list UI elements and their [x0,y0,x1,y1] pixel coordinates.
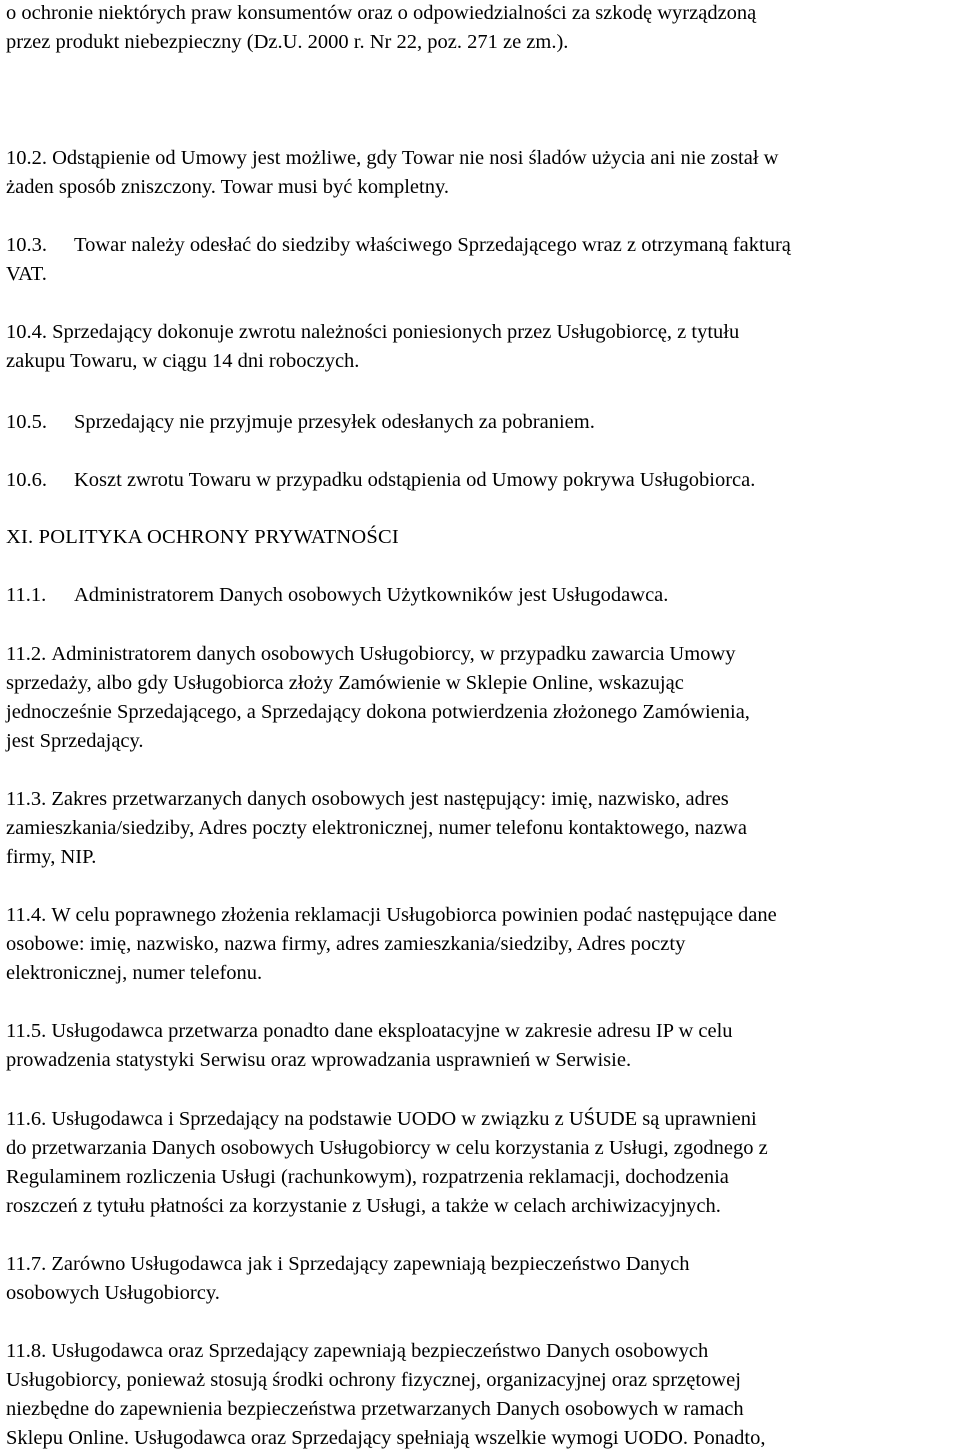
clause-11-4 [6,902,777,928]
clause-number: 11.2. [6,643,47,665]
clause-number: 11.8. [6,1340,47,1362]
clause-text: Sprzedający nie przyjmuje przesyłek odesłanych za pobraniem. [74,411,595,433]
clause-text: Koszt zwrotu Towaru w przypadku odstąpienia od Umowy pokrywa Usługobiorca. [74,469,756,491]
clause-11-3 [6,786,729,812]
clause-11-2 [6,641,735,667]
clause-text: firmy, NIP. [6,846,97,868]
clause-number: 10.2. [6,147,47,169]
clause-number: 10.3. [6,234,47,256]
clause-text: Usługobiorcy, ponieważ stosują środki ochrony fizycznej, organizacyjnej oraz sprzętowej [6,1369,741,1391]
clause-11-1 [6,582,668,608]
clause-text: do przetwarzania Danych osobowych Usługobiorcy w celu korzystania z Usługi, zgodnego z [6,1137,768,1159]
clause-number: 10.4. [6,321,47,343]
clause-text: Administratorem danych osobowych Usługobiorcy, w przypadku zawarcia Umowy [51,643,736,665]
clause-10-4 [6,319,739,345]
clause-text: Sklepu Online. Usługodawca oraz Sprzedający spełniają wszelkie wymogi UODO. Ponadto, [6,1427,766,1449]
clause-text: sprzedaży, albo gdy Usługobiorca złoży Zamówienie w Sklepie Online, wskazując [6,672,684,694]
clause-text: zakupu Towaru, w ciągu 14 dni roboczych. [6,350,360,372]
clause-text: jednocześnie Sprzedającego, a Sprzedający dokona potwierdzenia złożonego Zamówienia, [6,701,750,723]
clause-number: 11.1. [6,584,47,606]
clause-10-3 [6,232,791,258]
clause-10-5 [6,409,595,435]
clause-number: 11.5. [6,1020,47,1042]
clause-text: Zakres przetwarzanych danych osobowych jest następujący: imię, nazwisko, adres [51,788,729,810]
clause-number: 11.7. [6,1253,47,1275]
clause-text: Towar należy odesłać do siedziby właściwego Sprzedającego wraz z otrzymaną fakturą [74,234,791,256]
clause-text: jest Sprzedający. [6,730,144,752]
clause-text: Administratorem Danych osobowych Użytkowników jest Usługodawca. [74,584,669,606]
clause-10-2 [6,145,778,171]
clause-text: Usługodawca przetwarza ponadto dane eksploatacyjne w zakresie adresu IP w celu [51,1020,733,1042]
clause-11-5 [6,1018,733,1044]
clause-text: żaden sposób zniszczony. Towar musi być kompletny. [6,176,450,198]
clause-number: 11.4. [6,904,47,926]
clause-11-8 [6,1338,708,1364]
intro-line: przez produkt niebezpieczny (Dz.U. 2000 r. Nr 22, poz. 271 ze zm.). [6,31,569,53]
clause-text: osobowych Usługobiorcy. [6,1282,220,1304]
intro-line: o ochronie niektórych praw konsumentów oraz o odpowiedzialności za szkodę wyrządzoną [6,2,757,24]
clause-text: Regulaminem rozliczenia Usługi (rachunkowym), rozpatrzenia reklamacji, dochodzenia [6,1166,729,1188]
clause-text: Usługodawca oraz Sprzedający zapewniają bezpieczeństwo Danych osobowych [51,1340,709,1362]
clause-number: 10.6. [6,469,47,491]
section-heading: XI. POLITYKA OCHRONY PRYWATNOŚCI [6,526,399,548]
clause-text: zamieszkania/siedziby, Adres poczty elektronicznej, numer telefonu kontaktowego, nazwa [6,817,747,839]
clause-number: 11.6. [6,1108,47,1130]
clause-number: 11.3. [6,788,47,810]
clause-text: niezbędne do zapewnienia bezpieczeństwa przetwarzanych Danych osobowych w ramach [6,1398,744,1420]
clause-text: VAT. [6,263,47,285]
clause-text: Zarówno Usługodawca jak i Sprzedający zapewniają bezpieczeństwo Danych [51,1253,690,1275]
clause-text: Usługodawca i Sprzedający na podstawie UODO w związku z UŚUDE są uprawnieni [51,1108,757,1130]
clause-text: roszczeń z tytułu płatności za korzystanie z Usługi, a także w celach archiwizacyjnych. [6,1195,721,1217]
clause-11-7 [6,1251,689,1277]
clause-text: osobowe: imię, nazwisko, nazwa firmy, adres zamieszkania/siedziby, Adres poczty [6,933,686,955]
clause-text: prowadzenia statystyki Serwisu oraz wprowadzania usprawnień w Serwisie. [6,1049,632,1071]
clause-text: Odstąpienie od Umowy jest możliwe, gdy Towar nie nosi śladów użycia ani nie został w [52,147,779,169]
clause-11-6 [6,1106,757,1132]
clause-number: 10.5. [6,411,47,433]
clause-10-6 [6,467,755,493]
clause-text: W celu poprawnego złożenia reklamacji Usługobiorca powinien podać następujące dane [51,904,777,926]
clause-text: Sprzedający dokonuje zwrotu należności poniesionych przez Usługobiorcę, z tytułu [52,321,740,343]
clause-text: elektronicznej, numer telefonu. [6,962,263,984]
